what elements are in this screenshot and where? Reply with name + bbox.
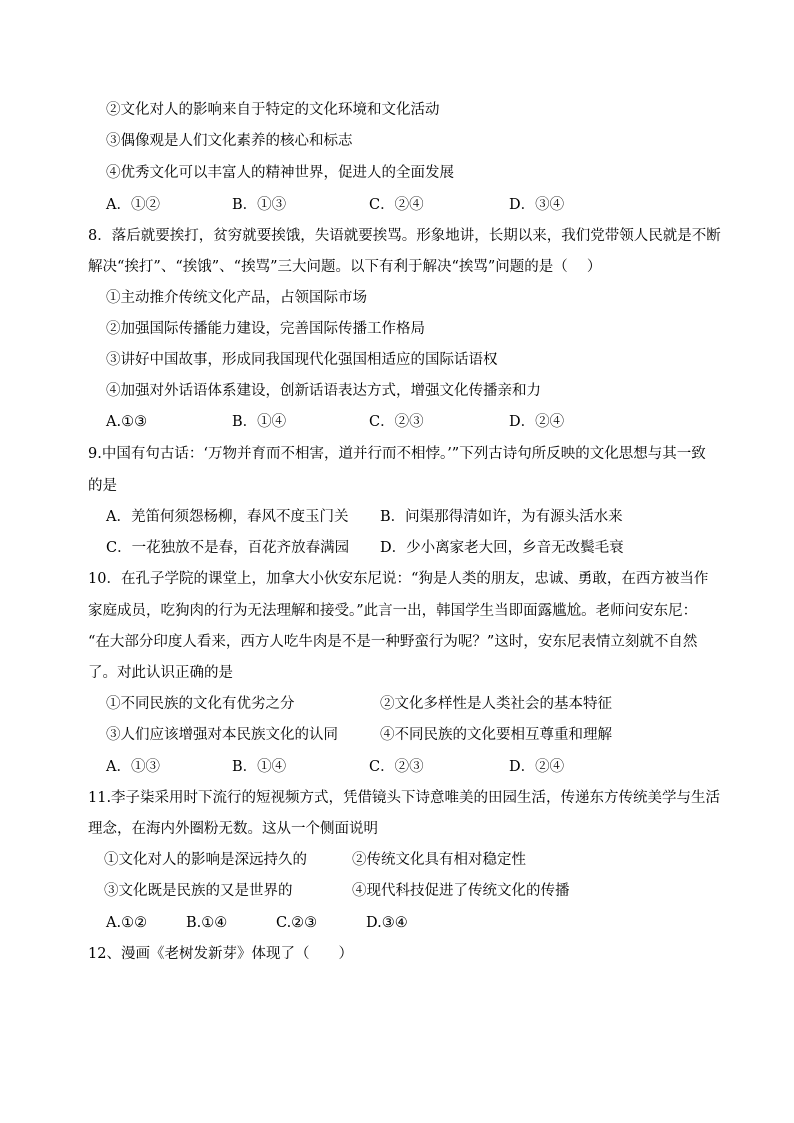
q10-choice-d[interactable]: D．②④ bbox=[509, 759, 565, 775]
q9-stem-line-2: 的是 bbox=[88, 478, 117, 494]
q12-stem-line-1: 12、漫画《老树发新芽》体现了（ ） bbox=[88, 946, 353, 962]
q7-choice-c[interactable]: C．②④ bbox=[369, 197, 424, 213]
q8-stem-line-1: 8．落后就要挨打，贫穷就要挨饿，失语就要挨骂。形象地讲，长期以来，我们党带领人民就是不断 bbox=[88, 228, 721, 244]
q11-item-4: ④现代科技促进了传统文化的传播 bbox=[352, 883, 570, 899]
q8-item-2: ②加强国际传播能力建设，完善国际传播工作格局 bbox=[106, 321, 425, 337]
q10-choice-c[interactable]: C．②③ bbox=[369, 759, 424, 775]
q10-item-1: ①不同民族的文化有优劣之分 bbox=[106, 696, 295, 712]
q10-choice-b[interactable]: B．①④ bbox=[232, 759, 287, 775]
q11-item-1: ①文化对人的影响是深远持久的 bbox=[104, 852, 307, 868]
q11-choice-c[interactable]: C.②③ bbox=[276, 915, 318, 931]
q8-choice-a[interactable]: A.①③ bbox=[106, 414, 148, 430]
q11-choice-d[interactable]: D.③④ bbox=[366, 915, 408, 931]
q10-stem-line-4: 了。对此认识正确的是 bbox=[88, 665, 233, 681]
q7-item-2: ②文化对人的影响来自于特定的文化环境和文化活动 bbox=[106, 102, 440, 118]
q11-stem-line-1: 11.李子柒采用时下流行的短视频方式，凭借镜头下诗意唯美的田园生活，传递东方传统美学与生活 bbox=[88, 790, 721, 806]
q7-item-4: ④优秀文化可以丰富人的精神世界，促进人的全面发展 bbox=[106, 165, 454, 181]
q9-choice-d[interactable]: D．少小离家老大回，乡音无改鬓毛衰 bbox=[380, 540, 624, 556]
q11-choice-b[interactable]: B.①④ bbox=[186, 915, 228, 931]
q8-item-3: ③讲好中国故事，形成同我国现代化强国相适应的国际话语权 bbox=[106, 352, 498, 368]
q8-item-1: ①主动推介传统文化产品，占领国际市场 bbox=[106, 290, 367, 306]
q9-choice-c[interactable]: C．一花独放不是春，百花齐放春满园 bbox=[106, 540, 350, 556]
q10-choice-a[interactable]: A．①③ bbox=[106, 759, 160, 775]
q10-stem-line-1: 10．在孔子学院的课堂上，加拿大小伙安东尼说：“狗是人类的朋友，忠诚、勇敢，在西方被当作 bbox=[88, 571, 709, 587]
q8-item-4: ④加强对外话语体系建设，创新话语表达方式，增强文化传播亲和力 bbox=[106, 383, 541, 399]
q7-choice-a[interactable]: A．①② bbox=[106, 197, 160, 213]
q8-choice-b[interactable]: B．①④ bbox=[232, 414, 287, 430]
q8-choice-d[interactable]: D．②④ bbox=[509, 414, 565, 430]
q10-item-3: ③人们应该增强对本民族文化的认同 bbox=[106, 727, 338, 743]
q10-stem-line-2: 家庭成员，吃狗肉的行为无法理解和接受。”此言一出，韩国学生当即面露尴尬。老师问安东尼： bbox=[88, 603, 698, 619]
q9-stem-line-1: 9.中国有句古话：‘万物并育而不相害，道并行而不相悖。’”下列古诗句所反映的文化思想与其一致 bbox=[88, 446, 706, 462]
q9-choice-b[interactable]: B．问渠那得清如许，为有源头活水来 bbox=[380, 509, 623, 525]
q8-choice-c[interactable]: C．②③ bbox=[369, 414, 424, 430]
q11-item-2: ②传统文化具有相对稳定性 bbox=[352, 852, 526, 868]
q10-item-4: ④不同民族的文化要相互尊重和理解 bbox=[380, 727, 612, 743]
q7-choice-b[interactable]: B．①③ bbox=[232, 197, 287, 213]
q10-stem-line-3: “在大部分印度人看来，西方人吃牛肉是不是一种野蛮行为呢？”这时，安东尼表情立刻就不自然 bbox=[88, 634, 698, 650]
q10-item-2: ②文化多样性是人类社会的基本特征 bbox=[380, 696, 612, 712]
q11-stem-line-2: 理念，在海内外圈粉无数。这从一个侧面说明 bbox=[88, 821, 378, 837]
q8-stem-line-2: 解决“挨打”、“挨饿”、“挨骂”三大问题。以下有利于解决“挨骂”问题的是（ ） bbox=[88, 259, 602, 275]
q9-choice-a[interactable]: A．羌笛何须怨杨柳，春风不度玉门关 bbox=[106, 509, 349, 525]
q11-choice-a[interactable]: A.①② bbox=[106, 915, 148, 931]
q11-item-3: ③文化既是民族的又是世界的 bbox=[104, 883, 293, 899]
q7-item-3: ③偶像观是人们文化素养的核心和标志 bbox=[106, 133, 353, 149]
q7-choice-d[interactable]: D．③④ bbox=[509, 197, 565, 213]
